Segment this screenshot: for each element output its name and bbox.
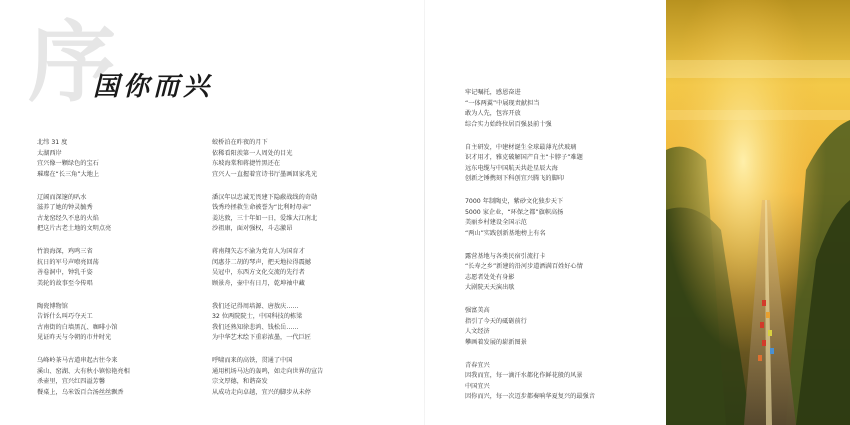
poem-line: 北纬 31 度 [37, 139, 68, 146]
poem-stanza [465, 306, 655, 348]
poem-line: 人文经济 [465, 328, 490, 335]
poem-line: 把这片古老土地的文明点亮 [37, 225, 112, 232]
poem-line: 蒋南翔矢志不渝为党育人为国育才 [212, 248, 305, 255]
poem-column-2 [212, 138, 422, 411]
poem-line: 远东电缆与中国航天共赴星辰大海 [465, 164, 558, 172]
poem-line: 综合实力始终位居百强县前十强 [465, 120, 552, 128]
poem-stanza [465, 143, 655, 185]
page-title: 国你而兴 [93, 72, 214, 102]
poem-line: 志愿者处处有身影 [465, 273, 515, 281]
poem-line: 善卷洞中，钟乳千姿 [37, 269, 93, 276]
poem-line: 乌峰岭茶马古道串起古往今来 [37, 357, 118, 364]
poem-line: 姜达敦，三十年如一日，爱维大江南北 [212, 214, 318, 222]
poem-stanza [212, 138, 422, 180]
poem-stanza [212, 356, 422, 398]
poem-line: 抗日的军号声嘹亮回荡 [37, 258, 99, 266]
poem-stanza [212, 247, 422, 289]
poem-line: 竹浪海深，鸡鸣三省 [37, 248, 93, 255]
poem-line: 指引了今天的砥砺前行 [465, 317, 527, 325]
poem-line: 滋养了她的钟灵毓秀 [37, 204, 93, 211]
poem-line: “两山”实践创新基地榜上有名 [465, 229, 546, 237]
poem-line: 古龙窑经久不息的火焰 [37, 214, 99, 222]
poem-line: 为中华艺术绘下重彩浓墨，一代巨匠 [212, 334, 311, 341]
poem-line: 宜兴人一直握着宜诗书厅墨画回家兆光 [212, 170, 318, 178]
poem-line: 美轮的故事至今传唱 [37, 279, 93, 287]
poem-line: 吴冠中，东西方文化交流的先行者 [212, 269, 305, 276]
poem-line: 敢为人先，包容开放 [465, 110, 521, 117]
poem-line: 闵惠芬二胡的琴声，把天地拉得震撼 [212, 258, 311, 266]
poem-line: 古南街的白墙黑瓦、咖啡小馆 [37, 323, 118, 331]
poem-stanza [37, 193, 207, 235]
poem-line: 7000 年制陶史，紫砂文化独步天下 [465, 198, 564, 205]
poem-stanza [465, 252, 655, 294]
cover-photo [666, 0, 850, 425]
poem-line: 潘汉年以忠诚无畏建下隐蔽战线的奇勋 [212, 193, 318, 201]
poem-line: 5000 家企业，“环保之都”旗帜高扬 [465, 208, 564, 216]
poem-line: 餐桌上，乌米饭百合汤丝丝飘香 [37, 388, 124, 396]
poem-line: 美丽乡村建设全国示范 [465, 219, 527, 226]
poem-line: 从成功走向卓越，宜兴的脚步从未停 [212, 388, 311, 396]
poem-line: 顾景舟，壶中有日月，乾坤袖中藏 [212, 279, 305, 287]
poem-column-1 [37, 138, 207, 411]
poem-line: 东坡海棠和蒋捷竹黑还在 [212, 160, 281, 167]
poem-line: 因你而兴，每一次迈步都奏响华夏复兴的最强音 [465, 393, 595, 400]
poem-line: 32 位两院院士，中国科技的栋梁 [212, 313, 303, 320]
poem-line: 通用机场马达的轰鸣，如走向世界的宣告 [212, 367, 324, 375]
poem-line: 沙祖康，面对强权，斗志激昂 [212, 225, 293, 232]
poem-line: 依稀看阳羡第一人周处的目光 [212, 149, 293, 157]
poem-line: 牢记嘱托，感恩奋进 [465, 89, 521, 96]
poem-line: 见证昨天与今朝的市井时光 [37, 334, 112, 341]
poem-line: 我们还记得周培源、唐敖庆…… [212, 302, 299, 310]
poem-line: 大剧院天天演出歇 [465, 284, 515, 291]
poem-line: 钱秀玲拯救生命被誉为“比利时母亲” [212, 204, 312, 211]
poem-stanza [37, 302, 207, 344]
poem-line: 陶瓷博物馆 [37, 302, 68, 310]
poem-line: 宜兴像一颗绿色的宝石 [37, 160, 99, 167]
poem-line: 中国宜兴 [465, 382, 490, 390]
poem-stanza [37, 356, 207, 398]
poem-line: 溪山、窑湖、大有秋小镇惊艳亮相 [37, 367, 130, 375]
preface-watermark: 序 [28, 10, 117, 114]
poem-line: “长寿之乡”新建的沿河步道洒满百姓好心情 [465, 263, 583, 270]
poem-line: 太湖西岸 [37, 149, 62, 157]
poem-line: 告诉什么叫巧夺天工 [37, 313, 93, 320]
poem-line: 因我而宜，每一滴汗水都化作鲜花般的风景 [465, 372, 583, 379]
page-gutter [424, 0, 425, 425]
poem-line: 我们还熟知徐悲鸿、钱松岳…… [212, 323, 299, 331]
poem-line: 创新之锤携刻下科创宜兴腾飞的脚印 [465, 175, 564, 182]
poem-line: 宗文厚德，和谐奋发 [212, 378, 268, 385]
poem-stanza [465, 197, 655, 239]
poem-line: 璀璨在“长三角”大地上 [37, 170, 100, 178]
poem-line: 青春宜兴 [465, 361, 490, 369]
poem-stanza [37, 247, 207, 289]
poem-line: 自主研发，中建材诞生全球最薄光伏玻璃 [465, 143, 577, 151]
poem-stanza [465, 361, 655, 403]
poem-line: 辽阔而深邃的叭水 [37, 193, 87, 201]
poem-stanza [465, 88, 655, 130]
poem-line: 强富美高 [465, 307, 490, 314]
poem-line: 呼啸而来的高铁，贯通了中国 [212, 357, 293, 364]
poem-line: 蛟桥泊在昨夜的月下 [212, 139, 268, 146]
poem-stanza [212, 193, 422, 235]
golden-forest-road-photo [666, 0, 850, 425]
poem-line: 识才用才，雅克破解国产自主“卡脖子”难题 [465, 154, 583, 161]
poem-line: 杀壶里，宜兴红四溢芳馨 [37, 378, 106, 385]
poem-stanza [212, 302, 422, 344]
poem-line: 攀画着发展的崭新图景 [465, 338, 527, 346]
poem-line: 露营基地与各类民宿引流打卡 [465, 252, 546, 260]
poem-line: “一体两翼”中展现责献担当 [465, 99, 540, 107]
poem-column-3 [465, 88, 655, 415]
poem-stanza [37, 138, 207, 180]
